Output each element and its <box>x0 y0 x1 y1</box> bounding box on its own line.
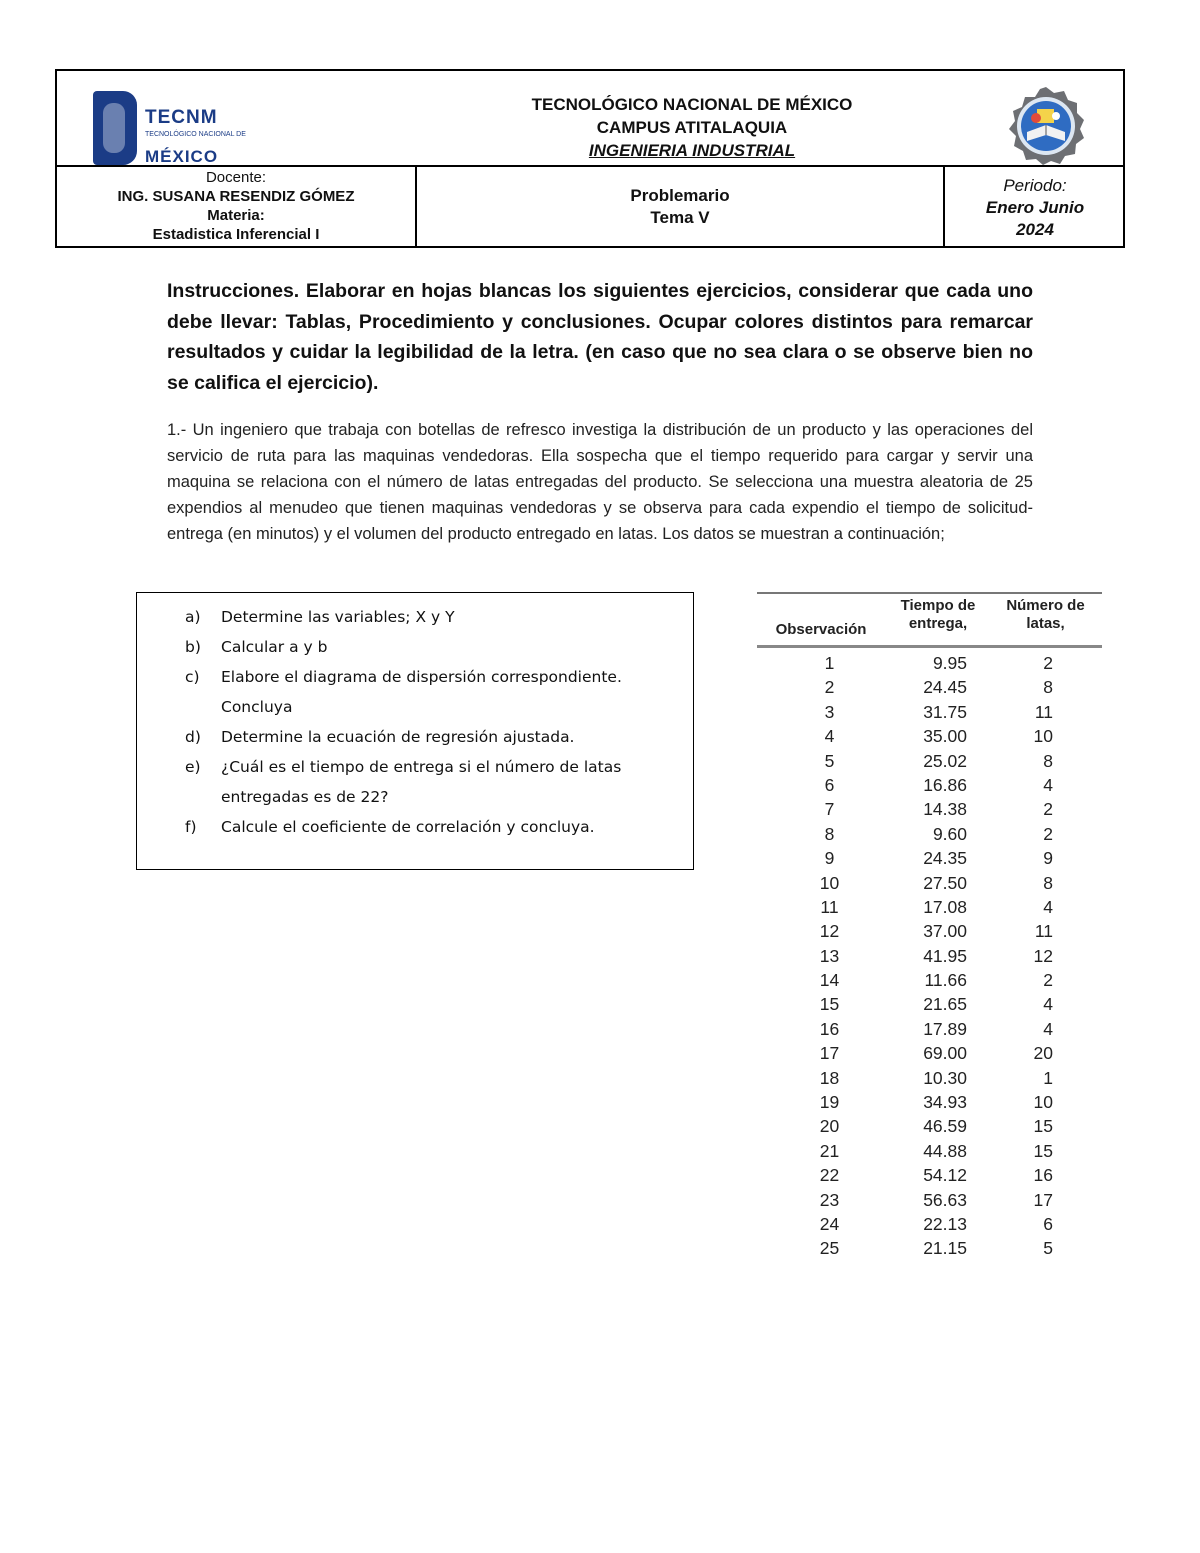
cell-observation: 15 <box>819 994 840 1015</box>
table-row <box>757 749 1102 773</box>
table-row <box>757 846 1102 870</box>
teacher-name: ING. SUSANA RESENDIZ GÓMEZ <box>117 188 355 205</box>
cell-delivery-time: 25.02 <box>923 750 967 771</box>
table-header-rule <box>757 645 1102 648</box>
cell-delivery-time: 34.93 <box>923 1092 967 1113</box>
table-row <box>757 1090 1102 1114</box>
cell-cans: 4 <box>1043 994 1053 1015</box>
cell-observation: 7 <box>824 799 835 820</box>
cell-cans: 1 <box>1043 1067 1053 1088</box>
questions-box <box>136 592 694 870</box>
tecnm-logo-word: TECNM <box>145 107 218 128</box>
question-letter: f) <box>185 818 197 836</box>
question-text: Calcule el coeficiente de correlación y concluya. <box>221 818 595 836</box>
table-row <box>757 1188 1102 1212</box>
cell-cans: 16 <box>1033 1165 1053 1186</box>
cell-observation: 4 <box>824 726 835 747</box>
instructions-paragraph: Instrucciones. Elaborar en hojas blancas los siguientes ejercicios, considerar que cada uno debe llevar: Tablas, Procedimiento y conclusiones. Ocupar colores distintos para remarcar resultados y cuidar la legibilidad de la letra. (en caso que no sea clara o se observe bien no se califica el ejercicio). <box>167 280 1033 394</box>
cell-delivery-time: 11.66 <box>924 970 967 991</box>
cell-observation: 20 <box>819 1116 840 1137</box>
header-delivery-time: Tiempo de entrega, <box>900 597 976 632</box>
cell-cans: 6 <box>1043 1213 1053 1234</box>
table-row <box>757 1236 1102 1260</box>
table-top-rule <box>757 592 1102 594</box>
table-row <box>757 1163 1102 1187</box>
cell-delivery-time: 16.86 <box>923 774 967 795</box>
table-row <box>757 797 1102 821</box>
cell-observation: 8 <box>824 823 835 844</box>
career-name: INGENIERIA INDUSTRIAL <box>588 141 796 160</box>
cell-cans: 8 <box>1043 677 1053 698</box>
table-row <box>757 1139 1102 1163</box>
cell-observation: 19 <box>819 1092 840 1113</box>
cell-cans: 11 <box>1034 921 1053 942</box>
cell-observation: 1 <box>824 653 835 673</box>
cell-observation: 13 <box>819 945 840 966</box>
question-letter: b) <box>185 638 201 656</box>
table-row <box>757 1212 1102 1236</box>
cell-delivery-time: 35.00 <box>923 726 967 747</box>
question-letter: a) <box>185 608 201 626</box>
question-item <box>185 812 685 842</box>
cell-observation: 14 <box>819 970 840 991</box>
tecnm-logo <box>93 91 246 166</box>
table-row <box>757 1041 1102 1065</box>
cell-cans: 2 <box>1043 970 1053 991</box>
tecnm-logo-subtitle: TECNOLÓGICO NACIONAL DE <box>145 131 246 138</box>
period-label: Periodo: <box>1003 176 1067 195</box>
header-observation: Observación <box>775 621 867 638</box>
cell-observation: 21 <box>819 1140 840 1161</box>
cell-observation: 18 <box>819 1067 840 1088</box>
document-type: Problemario <box>630 186 730 205</box>
cell-cans: 17 <box>1033 1189 1053 1210</box>
table-row <box>757 1114 1102 1138</box>
subject-label: Materia: <box>207 207 265 224</box>
cell-observation: 3 <box>824 701 835 722</box>
cell-observation: 24 <box>819 1213 840 1234</box>
cell-delivery-time: 17.08 <box>923 896 967 917</box>
cell-observation: 16 <box>819 1018 840 1039</box>
campus-seal-icon <box>1005 85 1087 165</box>
cell-cans: 10 <box>1033 726 1053 747</box>
header-top-row <box>57 71 1123 167</box>
cell-observation: 22 <box>819 1165 840 1186</box>
cell-delivery-time: 17.89 <box>923 1018 967 1039</box>
table-row <box>757 944 1102 968</box>
cell-observation: 2 <box>824 677 835 698</box>
table-row <box>757 968 1102 992</box>
problem-statement: 1.- Un ingeniero que trabaja con botellas de refresco investiga la distribución de un producto y las operaciones del servicio de ruta para las maquinas vendedoras. Ella sospecha que el tiempo requerido para cargar y servir una maquina se relaciona con el número de latas entregadas del producto. Se selecciona una muestra aleatoria de 25 expendios al menudeo que tienen maquinas vendedoras y se observa para cada expendio el tiempo de solicitud- entrega (en minutos) y el volumen del producto entregado en latas. Los datos se muestran a continuación; <box>167 421 1033 543</box>
table-row <box>757 919 1102 943</box>
question-text: Calcular a y b <box>221 638 328 656</box>
question-text: Determine la ecuación de regresión ajustada. <box>221 728 575 746</box>
table-row <box>757 773 1102 797</box>
cell-delivery-time: 54.12 <box>923 1165 967 1186</box>
table-row <box>757 871 1102 895</box>
institution-name: TECNOLÓGICO NACIONAL DE MÉXICO <box>531 95 853 114</box>
cell-observation: 6 <box>824 774 835 795</box>
cell-cans: 5 <box>1043 1238 1053 1259</box>
table-row <box>757 700 1102 724</box>
cell-cans: 11 <box>1034 701 1053 722</box>
cell-delivery-time: 21.65 <box>923 994 967 1015</box>
period-cell <box>945 167 1125 248</box>
cell-cans: 2 <box>1043 653 1053 673</box>
table-row <box>757 992 1102 1016</box>
question-item <box>185 662 685 722</box>
cell-cans: 2 <box>1043 823 1053 844</box>
question-text: ¿Cuál es el tiempo de entrega si el número de latas entregadas es de 22? <box>221 758 622 806</box>
cell-observation: 12 <box>819 921 840 942</box>
table-row <box>757 822 1102 846</box>
cell-delivery-time: 37.00 <box>923 921 967 942</box>
cell-cans: 8 <box>1043 872 1053 893</box>
institution-title-block <box>387 71 997 162</box>
teacher-label: Docente: <box>205 169 267 186</box>
cell-delivery-time: 9.60 <box>932 823 967 844</box>
cell-delivery-time: 46.59 <box>923 1116 967 1137</box>
cell-delivery-time: 22.13 <box>923 1213 967 1234</box>
cell-observation: 9 <box>824 848 835 869</box>
question-text: Elabore el diagrama de dispersión correspondiente. Concluya <box>221 668 622 716</box>
question-letter: e) <box>185 758 201 776</box>
cell-observation: 17 <box>819 1043 840 1064</box>
question-item <box>185 722 685 752</box>
cell-delivery-time: 27.50 <box>923 872 967 893</box>
table-row <box>757 651 1102 675</box>
question-letter: d) <box>185 728 201 746</box>
document-header <box>55 69 1125 248</box>
cell-delivery-time: 31.75 <box>923 701 967 722</box>
cell-observation: 11 <box>820 896 839 917</box>
table-row <box>757 675 1102 699</box>
teacher-cell <box>57 167 415 248</box>
campus-name: CAMPUS ATITALAQUIA <box>596 118 788 137</box>
table-row <box>757 1017 1102 1041</box>
cell-cans: 4 <box>1043 774 1053 795</box>
cell-delivery-time: 10.30 <box>923 1067 967 1088</box>
subject-name: Estadistica Inferencial I <box>152 226 320 243</box>
tecnm-logo-mark <box>93 91 137 165</box>
cell-observation: 10 <box>819 872 840 893</box>
cell-delivery-time: 44.88 <box>923 1140 967 1161</box>
header-cans: Número de latas, <box>1006 597 1085 632</box>
cell-cans: 15 <box>1033 1140 1053 1161</box>
cell-delivery-time: 21.15 <box>923 1238 967 1259</box>
cell-delivery-time: 24.35 <box>923 848 967 869</box>
topic-title: Tema V <box>650 208 710 227</box>
cell-observation: 25 <box>819 1238 840 1259</box>
cell-cans: 9 <box>1043 848 1053 869</box>
cell-cans: 12 <box>1033 945 1053 966</box>
cell-observation: 5 <box>824 750 835 771</box>
cell-delivery-time: 41.95 <box>923 945 967 966</box>
table-row <box>757 724 1102 748</box>
question-text: Determine las variables; X y Y <box>221 608 455 626</box>
table-row <box>757 1066 1102 1090</box>
cell-delivery-time: 14.38 <box>923 799 967 820</box>
cell-cans: 20 <box>1033 1043 1053 1064</box>
cell-cans: 8 <box>1043 750 1053 771</box>
cell-delivery-time: 69.00 <box>923 1043 967 1064</box>
header-bottom-row <box>57 167 1123 248</box>
cell-cans: 15 <box>1033 1116 1053 1137</box>
cell-cans: 10 <box>1033 1092 1053 1113</box>
cell-delivery-time: 9.95 <box>932 653 967 673</box>
table-row <box>757 895 1102 919</box>
cell-cans: 2 <box>1043 799 1053 820</box>
tecnm-logo-country: MÉXICO <box>145 147 219 166</box>
questions-list <box>185 602 685 842</box>
cell-cans: 4 <box>1043 896 1053 917</box>
table-body <box>757 651 1102 1261</box>
cell-observation: 23 <box>819 1189 840 1210</box>
period-year: 2024 <box>1016 220 1054 239</box>
cell-cans: 4 <box>1043 1018 1053 1039</box>
document-type-cell <box>417 167 943 248</box>
period-value: Enero Junio <box>985 198 1085 217</box>
question-item <box>185 632 685 662</box>
cell-delivery-time: 56.63 <box>923 1189 967 1210</box>
question-letter: c) <box>185 668 200 686</box>
question-item <box>185 602 685 632</box>
cell-delivery-time: 24.45 <box>923 677 967 698</box>
question-item <box>185 752 685 812</box>
